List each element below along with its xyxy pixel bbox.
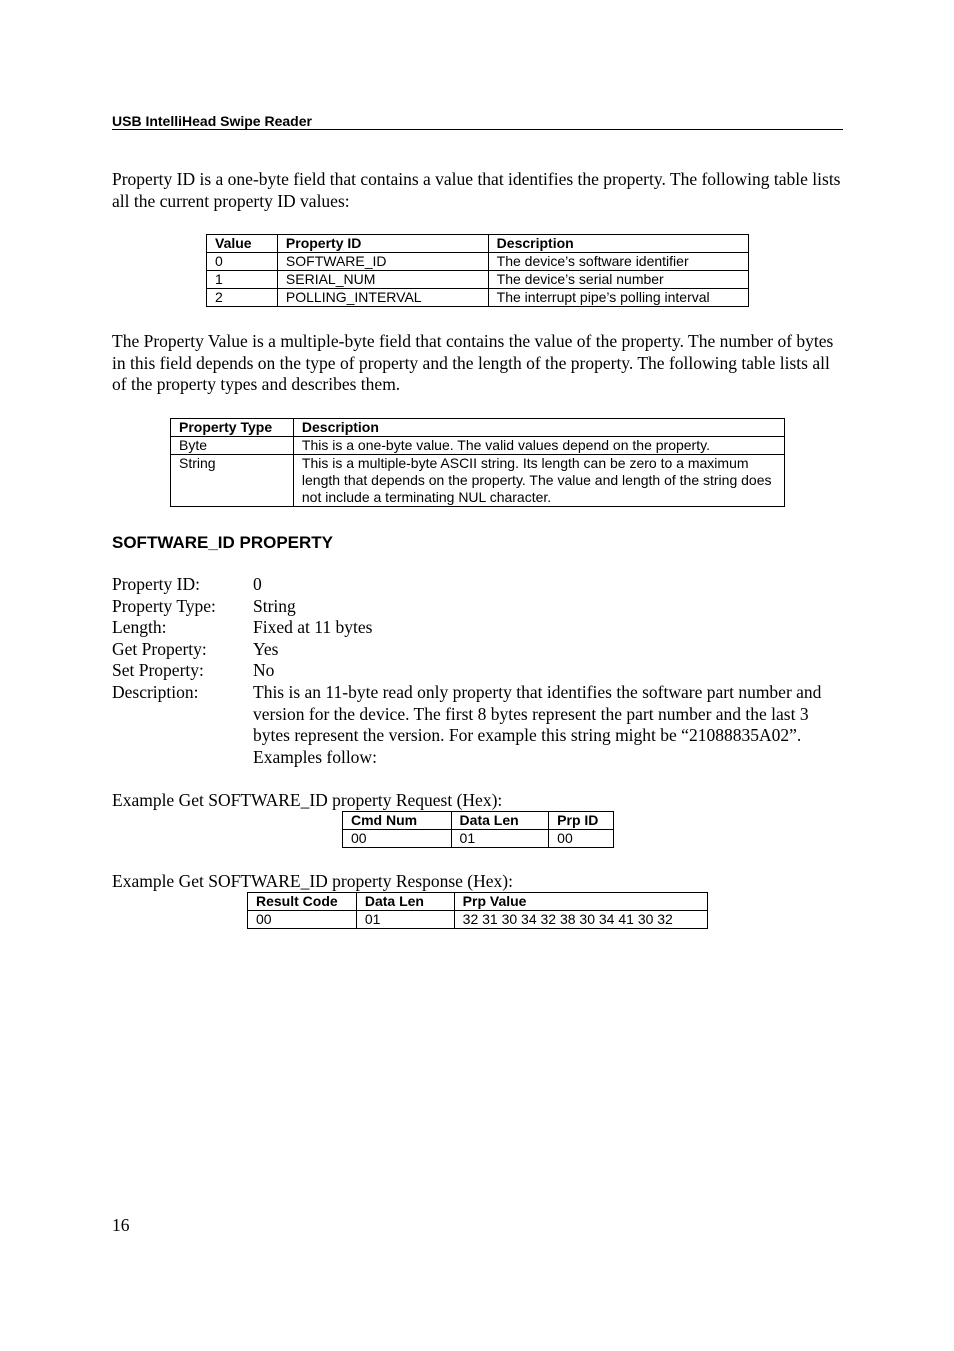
property-type-table <box>170 418 785 507</box>
section-heading: SOFTWARE_ID PROPERTY <box>112 533 334 552</box>
column-header: Result Code <box>248 893 357 911</box>
property-value: 0 <box>253 574 262 594</box>
page-number: 16 <box>112 1215 130 1235</box>
table-cell: 1 <box>207 271 278 289</box>
table-row <box>171 437 785 455</box>
property-label: Description: <box>112 681 199 702</box>
column-header: Description <box>488 235 748 253</box>
request-example-caption: Example Get SOFTWARE_ID property Request (Hex): <box>112 790 503 810</box>
request-example-table <box>342 811 614 848</box>
table-row <box>343 830 614 848</box>
table-header-row <box>207 235 749 253</box>
property-id-table <box>206 234 749 307</box>
column-header: Cmd Num <box>343 812 452 830</box>
table-cell: 01 <box>451 830 549 848</box>
column-header: Data Len <box>356 893 454 911</box>
property-label: Set Property: <box>112 660 204 681</box>
table-cell: The device’s software identifier <box>488 253 748 271</box>
property-row <box>112 682 843 768</box>
table-cell: 00 <box>343 830 452 848</box>
table-row <box>171 455 785 507</box>
property-row <box>112 660 843 682</box>
intro-paragraph: Property ID is a one-byte field that contains a value that identifies the property. The following table lists all the current property ID values: <box>112 169 841 211</box>
property-value: String <box>253 595 296 616</box>
table-cell: SOFTWARE_ID <box>277 253 488 271</box>
property-label: Get Property: <box>112 638 207 659</box>
table-header-row <box>171 419 785 437</box>
table-header-row <box>343 812 614 830</box>
table-cell: This is a one-byte value. The valid values depend on the property. <box>293 437 784 455</box>
column-header: Property Type <box>171 419 294 437</box>
property-definition-list <box>112 574 843 768</box>
table-cell: SERIAL_NUM <box>277 271 488 289</box>
table-cell: 2 <box>207 289 278 307</box>
property-row <box>112 639 843 661</box>
column-header: Data Len <box>451 812 549 830</box>
table-header-row <box>248 893 708 911</box>
column-header: Prp ID <box>549 812 614 830</box>
column-header: Prp Value <box>454 893 707 911</box>
property-label: Property Type: <box>112 595 216 616</box>
table-cell: 00 <box>248 911 357 929</box>
property-label: Length: <box>112 617 167 638</box>
column-header: Description <box>293 419 784 437</box>
property-value: No <box>253 660 275 681</box>
table-row <box>207 253 749 271</box>
table-cell: 01 <box>356 911 454 929</box>
property-value: Fixed at 11 bytes <box>253 617 373 638</box>
table-cell: 0 <box>207 253 278 271</box>
table-cell: Byte <box>171 437 294 455</box>
column-header: Property ID <box>277 235 488 253</box>
table-cell: POLLING_INTERVAL <box>277 289 488 307</box>
table-cell: The interrupt pipe’s polling interval <box>488 289 748 307</box>
table-row <box>207 271 749 289</box>
table-cell: String <box>171 455 294 507</box>
table-row <box>248 911 708 929</box>
running-header: USB IntelliHead Swipe Reader <box>112 113 843 130</box>
column-header: Value <box>207 235 278 253</box>
table-row <box>207 289 749 307</box>
property-row <box>112 574 843 596</box>
property-value-paragraph: The Property Value is a multiple-byte field that contains the value of the property. The number of bytes in this field depends on the type of property and the length of the property. The following table lists all of the property types and describes them. <box>112 331 834 395</box>
property-row <box>112 596 843 618</box>
table-cell: 32 31 30 34 32 38 30 34 41 30 32 <box>454 911 707 929</box>
table-cell: This is a multiple-byte ASCII string. Its length can be zero to a maximum length that depends on the property. The value and length of the string does not include a terminating NUL character. <box>293 455 784 507</box>
response-example-caption: Example Get SOFTWARE_ID property Response (Hex): <box>112 871 513 891</box>
table-cell: 00 <box>549 830 614 848</box>
property-label: Property ID: <box>112 574 200 594</box>
response-example-table <box>247 892 708 929</box>
property-value: This is an 11-byte read only property that identifies the software part number and version for the device. The first 8 bytes represent the part number and the last 3 bytes represent the version. For example this string might be “21088835A02”. Examples follow: <box>253 681 822 767</box>
property-row <box>112 617 843 639</box>
property-value: Yes <box>253 638 279 659</box>
table-cell: The device’s serial number <box>488 271 748 289</box>
